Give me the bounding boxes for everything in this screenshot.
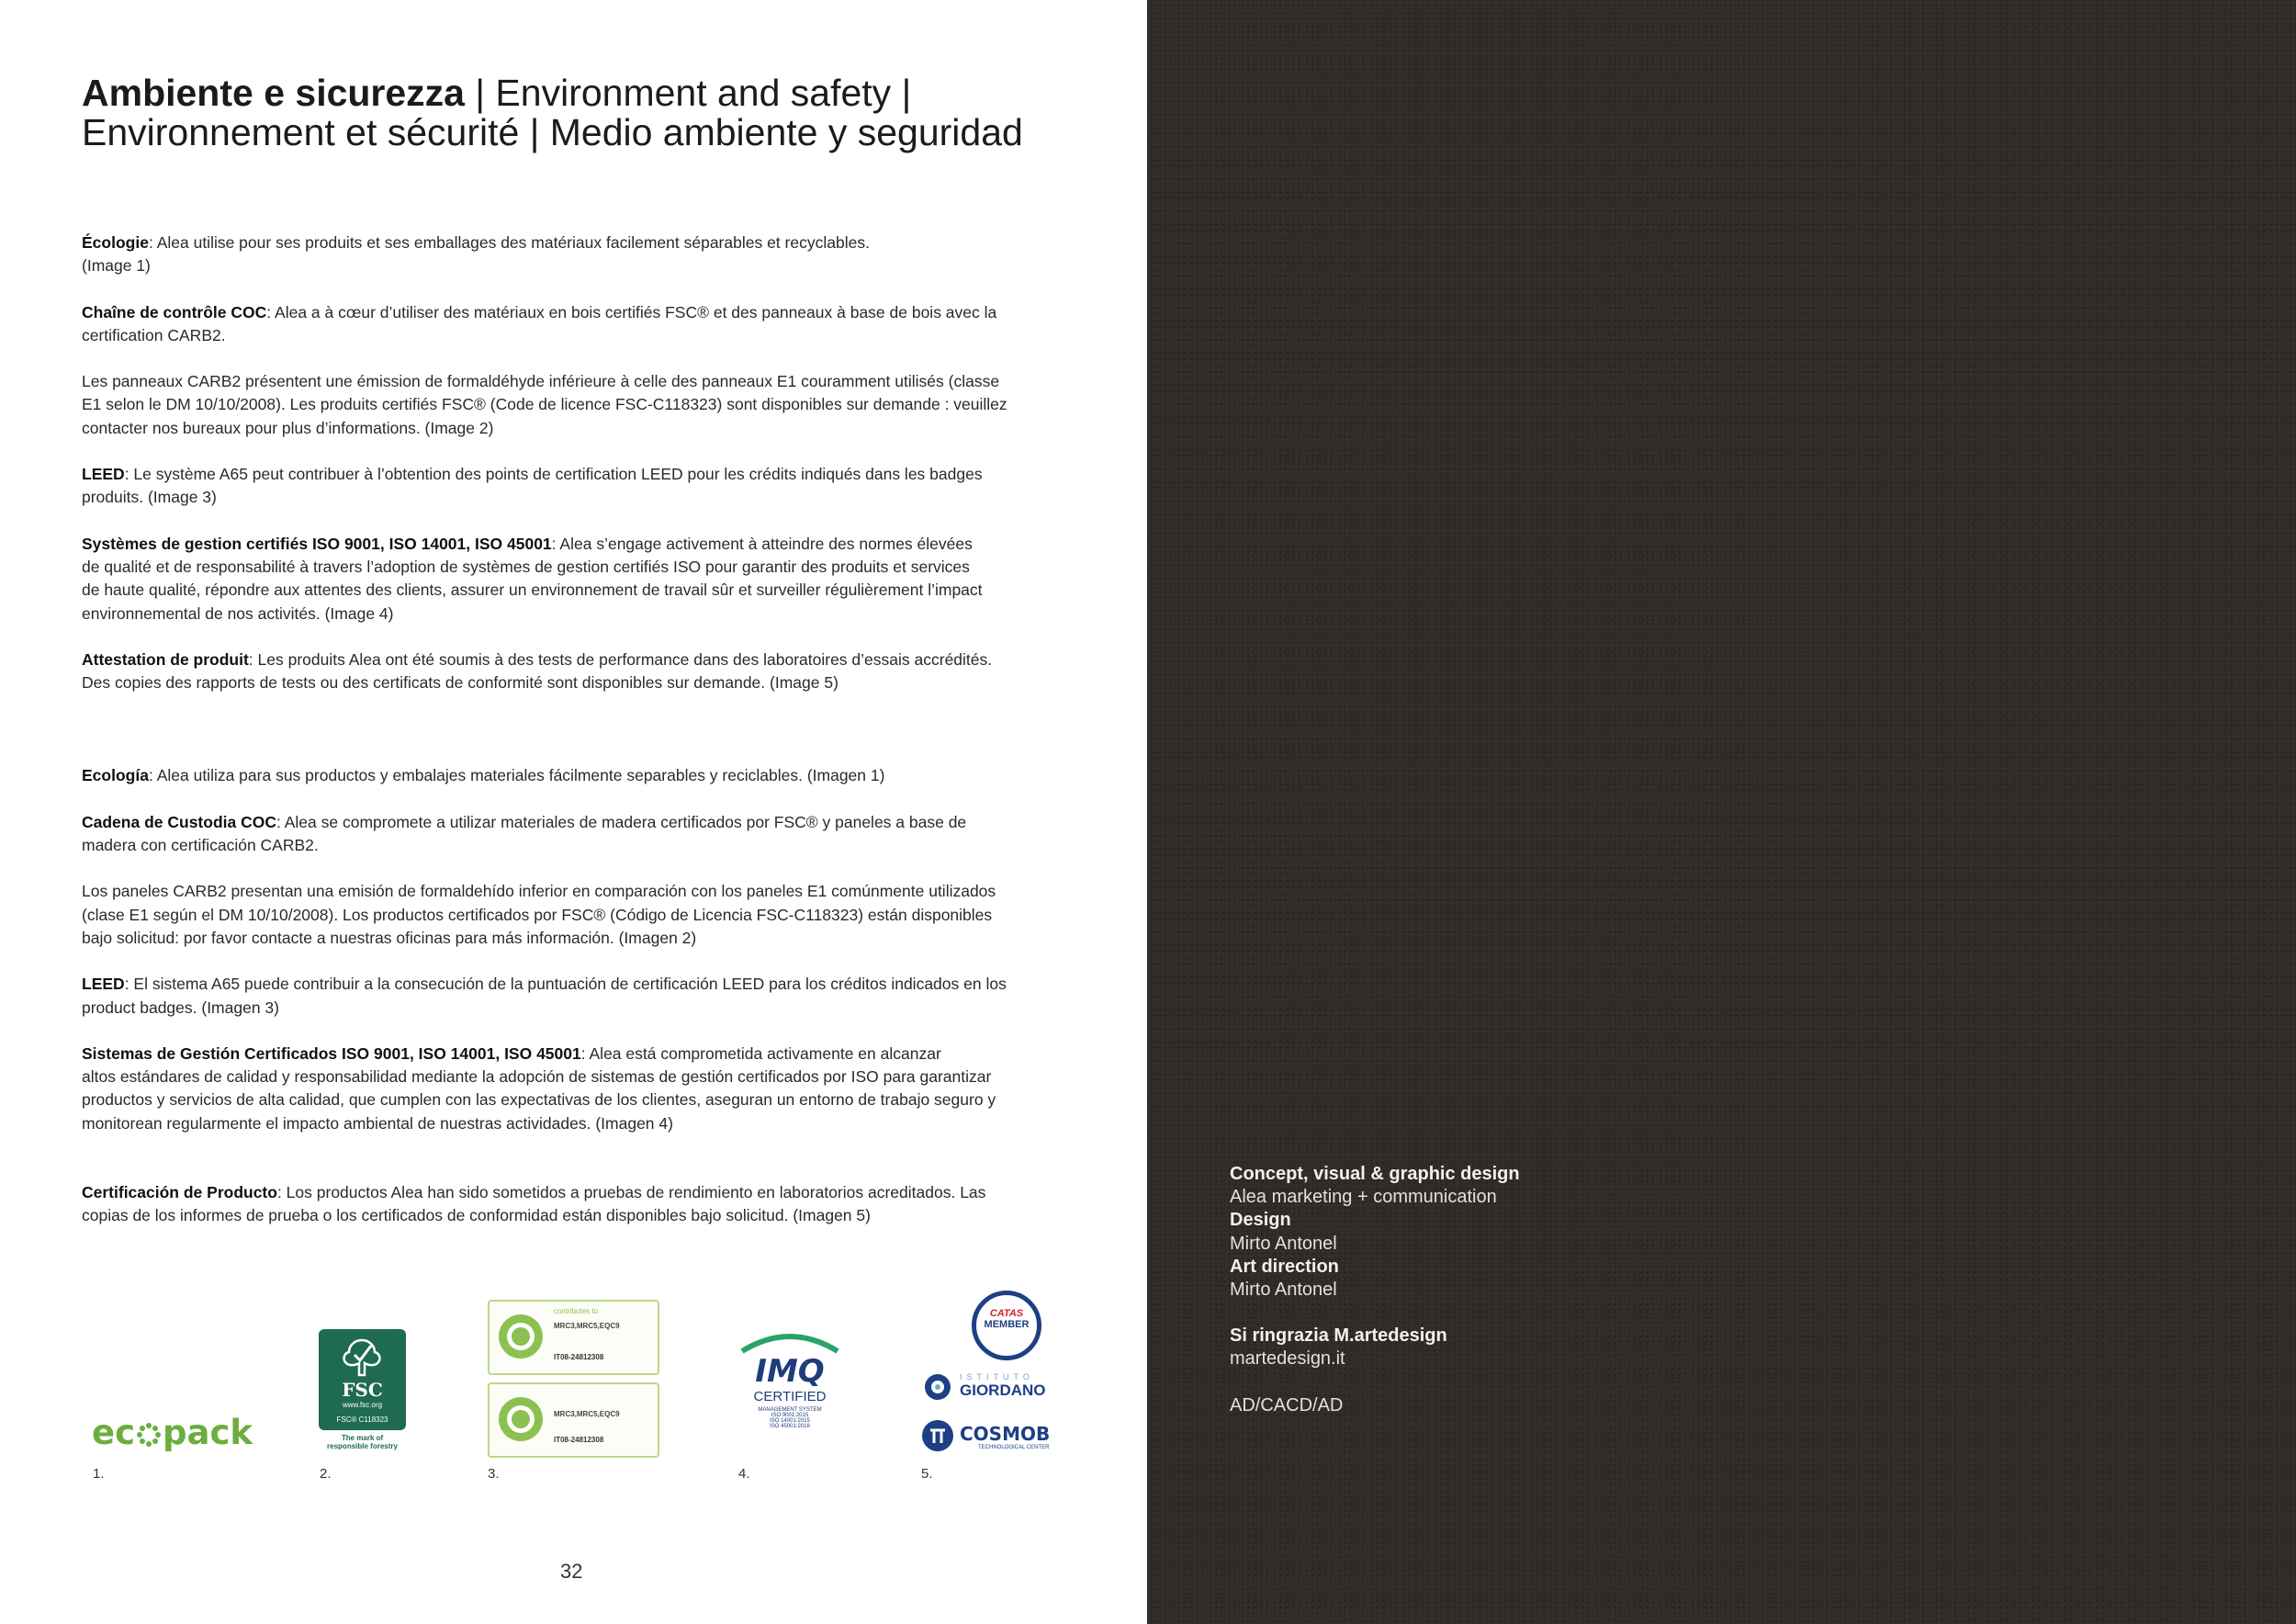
imq-line: ISO 14001:2015 <box>770 1418 810 1424</box>
leed-id: IT08-24812308 <box>554 1436 604 1444</box>
leed-plaque-icon <box>497 1313 545 1360</box>
paragraph-es-coc <box>82 811 1074 858</box>
para-text: bajo solicitud: por favor contacte a nuestras oficinas para más información. (Imagen 2) <box>82 928 697 947</box>
fsc-tree-icon <box>334 1335 389 1379</box>
credit-heading: Art direction <box>1230 1256 1339 1277</box>
para-heading: Chaîne de contrôle COC <box>82 302 267 321</box>
document-code: AD/CACD/AD <box>1230 1394 1344 1415</box>
fsc-url: www.fsc.org <box>342 1401 383 1409</box>
cosmob-logo <box>921 1419 1068 1456</box>
paragraph-es-ecologia <box>82 764 1074 787</box>
title-line2: Environnement et sécurité | Medio ambiente y seguridad <box>82 111 1023 153</box>
leed-badge-2 <box>488 1382 659 1458</box>
imq-line: MANAGEMENT SYSTEM <box>758 1407 822 1413</box>
fsc-name: FSC <box>342 1379 383 1401</box>
para-text: madera con certificación CARB2. <box>82 836 319 855</box>
para-text: Des copies des rapports de tests ou des certificats de conformité sont disponibles sur demande. (Image 5) <box>82 673 838 693</box>
para-text: (clase E1 según el DM 10/10/2008). Los productos certificados por FSC® (Código de Licencia FSC-C118323) están disponibles <box>82 905 993 924</box>
giordano-top: ISTITUTO <box>960 1372 1034 1382</box>
leed-credits: MRC3,MRC5,EQC9 <box>554 1410 620 1418</box>
para-text: : Alea a à cœur d’utiliser des matériaux en bois certifiés FSC® et des panneaux à base de bois avec la <box>266 302 997 321</box>
paragraph-fr-iso <box>82 533 1074 626</box>
page-title <box>82 73 1023 152</box>
para-text: : Les produits Alea ont été soumis à des tests de performance dans des laboratoires d’essais accrédités. <box>248 649 993 669</box>
para-text: : Alea utilise pour ses produits et ses emballages des matériaux facilement séparables et recyclables. <box>148 233 870 252</box>
catas-logo <box>972 1291 1041 1360</box>
credit-value: Alea marketing + communication <box>1230 1187 1497 1208</box>
para-text: Los paneles CARB2 presentan una emisión de formaldehído inferior en comparación con los paneles E1 comúnmente utilizados <box>82 882 996 901</box>
ecopack-logo <box>92 1410 266 1456</box>
paragraph-fr-ecologie <box>82 231 1074 278</box>
catas-name: CATAS <box>989 1308 1024 1319</box>
cosmob-mark-icon <box>921 1419 954 1452</box>
para-text: : Los productos Alea han sido sometidos a pruebas de rendimiento en laboratorios acreditados. Las <box>276 1183 986 1202</box>
para-text: environnemental de nos activités. (Image 4) <box>82 603 394 623</box>
imq-arc-icon <box>735 1327 845 1355</box>
ecopack-text-right: pack <box>163 1413 253 1452</box>
para-text: altos estándares de calidad y responsabilidad mediante la adopción de sistemas de gestión certificados por ISO para garantizar <box>82 1067 992 1087</box>
leed-id: IT08-24812308 <box>554 1353 604 1361</box>
para-heading: Attestation de produit <box>82 649 249 669</box>
para-text: contacter nos bureaux pour plus d’informations. (Image 2) <box>82 418 494 437</box>
para-heading: Cadena de Custodia COC <box>82 812 276 831</box>
paragraph-es-carb2 <box>82 880 1074 950</box>
giordano-name: GIORDANO <box>960 1382 1046 1399</box>
fsc-code: FSC® C118323 <box>336 1415 388 1424</box>
leed-top-text: contributes to <box>554 1307 599 1315</box>
body-text <box>82 231 1074 1228</box>
left-page <box>0 0 1147 1624</box>
title-bold: Ambiente e sicurezza <box>82 72 465 114</box>
para-text: : Alea se compromete a utilizar materiales de madera certificados por FSC® y paneles a base de <box>276 812 967 831</box>
para-text: productos y servicios de alta calidad, que cumplen con las expectativas de los clientes, aseguran un entorno de trabajo seguro y <box>82 1090 996 1110</box>
para-text: : Le système A65 peut contribuer à l’obtention des points de certification LEED pour les crédits indiqués dans les badges <box>124 465 983 484</box>
imq-certified: CERTIFIED <box>753 1389 827 1404</box>
para-text: monitorean regularmente el impacto ambiental de nuestras actividades. (Imagen 4) <box>82 1113 673 1133</box>
para-text: certification CARB2. <box>82 325 226 344</box>
para-text: produits. (Image 3) <box>82 488 217 507</box>
logo-label-5: 5. <box>921 1466 933 1482</box>
paragraph-fr-carb2 <box>82 370 1074 440</box>
logo-label-1: 1. <box>93 1466 105 1482</box>
para-text: de haute qualité, répondre aux attentes des clients, assurer un environnement de travail sûr et surveiller régulièrement l’impact <box>82 581 983 600</box>
imq-line: ISO 9001:2015 <box>771 1413 809 1418</box>
para-heading: LEED <box>82 975 125 994</box>
ecopack-text-left: ec <box>92 1413 136 1452</box>
para-text: (Image 1) <box>82 256 151 276</box>
para-text: Les panneaux CARB2 présentent une émission de formaldéhyde inférieure à celle des panneaux E1 couramment utilisés (classe <box>82 372 1000 391</box>
imq-line: ISO 45001:2018 <box>770 1424 810 1429</box>
para-text: de qualité et de responsabilité à travers l’adoption de systèmes de gestion certifiés ISO pour garantir des produits et services <box>82 557 970 576</box>
credit-value: martedesign.it <box>1230 1348 1345 1370</box>
para-text: : Alea está comprometida activamente en alcanzar <box>580 1043 941 1063</box>
paragraph-es-iso <box>82 1043 1074 1135</box>
cosmob-name: COSMOB <box>960 1423 1051 1445</box>
para-text: : El sistema A65 puede contribuir a la consecución de la puntuación de certificación LEED para los créditos indicados en los <box>124 975 1007 994</box>
title-rest: | Environment and safety | <box>465 72 912 114</box>
credits-block <box>1230 1163 1520 1417</box>
page-number: 32 <box>560 1560 583 1583</box>
para-heading: Sistemas de Gestión Certificados ISO 9001, ISO 14001, ISO 45001 <box>82 1043 581 1063</box>
catas-member: MEMBER <box>984 1319 1030 1330</box>
leed-plaque-icon <box>497 1395 545 1443</box>
para-heading: Certificación de Producto <box>82 1183 277 1202</box>
logo-label-2: 2. <box>320 1466 332 1482</box>
credit-value: Mirto Antonel <box>1230 1233 1337 1254</box>
paragraph-fr-attestation <box>82 648 1074 695</box>
credit-heading: Design <box>1230 1210 1291 1231</box>
paragraph-fr-coc <box>82 301 1074 348</box>
para-text: product badges. (Imagen 3) <box>82 998 279 1017</box>
leaf-ring-icon <box>136 1422 162 1448</box>
fsc-tagline-2: responsible forestry <box>327 1442 398 1450</box>
logo-label-4: 4. <box>738 1466 750 1482</box>
para-heading: Ecología <box>82 766 149 785</box>
giordano-logo <box>923 1372 1061 1404</box>
fsc-tagline-1: The mark of <box>341 1434 384 1442</box>
credit-value: Mirto Antonel <box>1230 1280 1337 1301</box>
fsc-logo <box>319 1329 406 1450</box>
leed-credits: MRC3,MRC5,EQC9 <box>554 1322 620 1330</box>
cosmob-sub: TECHNOLOGICAL CENTER <box>978 1445 1050 1450</box>
giordano-mark-icon <box>923 1372 952 1402</box>
para-heading: Écologie <box>82 233 149 252</box>
para-text: copias de los informes de prueba o los certificados de conformidad están disponibles bajo solicitud. (Imagen 5) <box>82 1206 871 1225</box>
para-text: E1 selon le DM 10/10/2008). Les produits certifiés FSC® (Code de licence FSC-C118323) sont disponibles sur demande : veuillez <box>82 395 1007 414</box>
credit-heading: Si ringrazia M.artedesign <box>1230 1325 1447 1347</box>
para-heading: Systèmes de gestion certifiés ISO 9001, ISO 14001, ISO 45001 <box>82 534 552 553</box>
leed-badge-1 <box>488 1300 659 1375</box>
imq-logo <box>735 1327 845 1456</box>
logo-label-3: 3. <box>488 1466 500 1482</box>
para-text: : Alea s’engage activement à atteindre des normes élevées <box>551 534 973 553</box>
imq-name: IMQ <box>755 1353 825 1390</box>
paragraph-es-leed <box>82 973 1074 1020</box>
paragraph-fr-leed <box>82 463 1074 510</box>
credit-heading: Concept, visual & graphic design <box>1230 1164 1520 1184</box>
para-text: : Alea utiliza para sus productos y embalajes materiales fácilmente separables y reciclables. (Imagen 1) <box>148 766 885 785</box>
leed-badges <box>488 1300 658 1458</box>
paragraph-es-certificacion <box>82 1181 1074 1228</box>
para-heading: LEED <box>82 465 125 484</box>
